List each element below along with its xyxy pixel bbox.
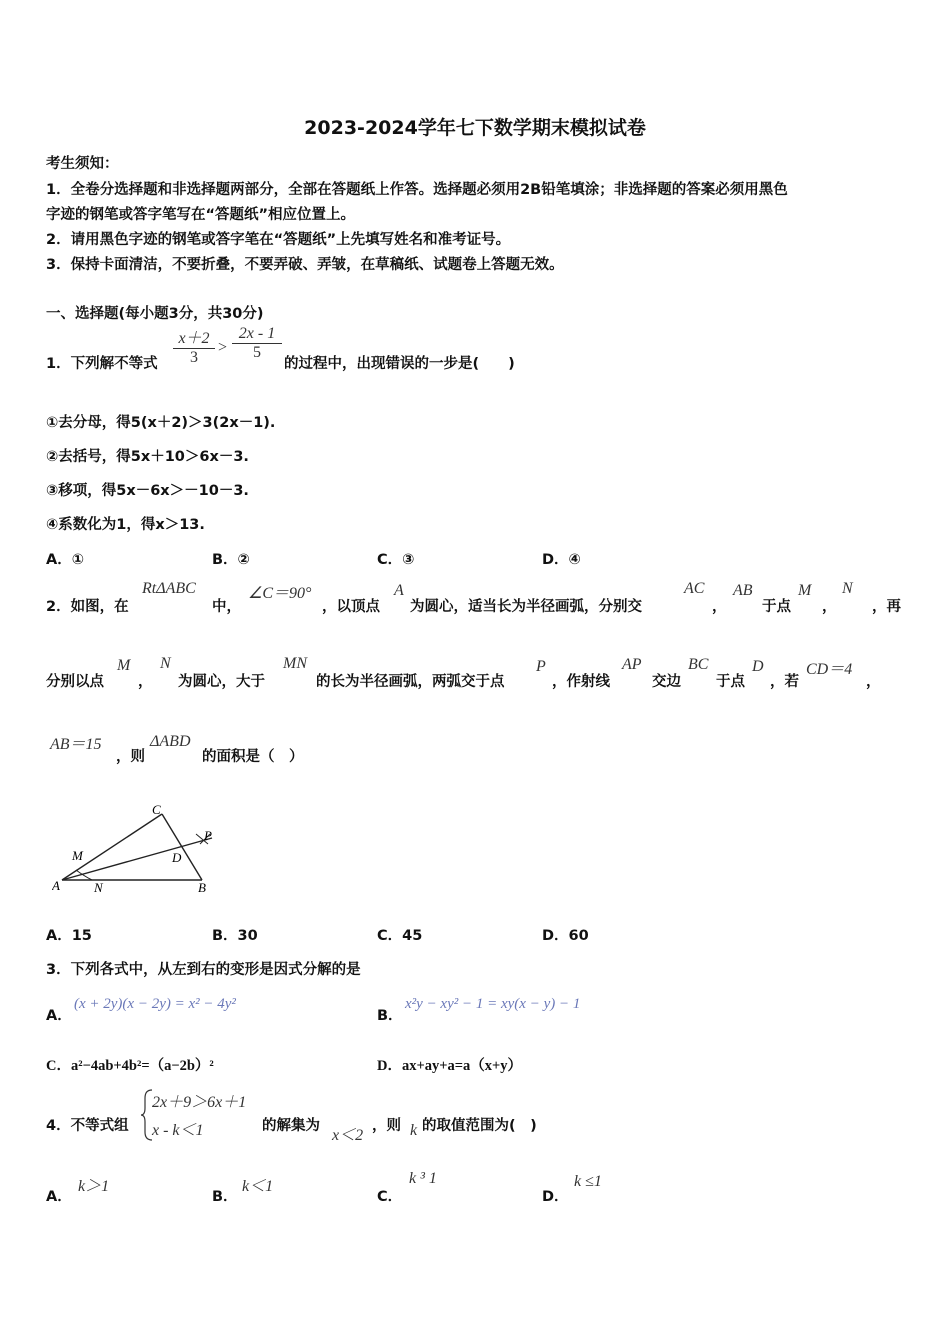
q1-step: ④系数化为1，得x＞13. (46, 517, 205, 533)
q2-math-ac: AC (684, 580, 705, 597)
notice-item: 2．请用黑色字迹的钢笔或答字笔在“答题纸”上先填写姓名和准考证号。 (46, 232, 511, 248)
q2-option-b[interactable]: B．30 (212, 928, 258, 944)
q3-stem: 3．下列各式中，从左到右的变形是因式分解的是 (46, 962, 361, 978)
q1-step: ①去分母，得5(x＋2)＞3(2x－1). (46, 415, 276, 431)
q1-fraction-right (232, 325, 282, 362)
q4-option-b[interactable]: B． (212, 1189, 238, 1205)
figure-label-p: P (204, 828, 212, 843)
q3-option-b[interactable]: B． (377, 1008, 403, 1024)
q2-option-c[interactable]: C．45 (377, 928, 423, 944)
q4-suffix: 的取值范围为( ) (422, 1118, 537, 1134)
page-title: 2023-2024学年七下数学期末模拟试卷 (304, 117, 646, 139)
q2-option-d[interactable]: D．60 (542, 928, 589, 944)
q1-frac1-num: x＋2 (178, 330, 210, 347)
notice-heading: 考生须知： (46, 156, 119, 172)
q1-frac2-den: 5 (253, 344, 261, 361)
q2-text: ，以顶点 (322, 599, 380, 615)
q2-math-rt-triangle: RtΔABC (142, 580, 196, 597)
q2-text: 中， (212, 599, 241, 615)
q1-option-a[interactable]: A．① (46, 552, 84, 568)
q4-k: k (410, 1122, 418, 1139)
q4-option-d-val: k ≤1 (574, 1173, 602, 1190)
q2-text: ， (712, 599, 727, 615)
q4-option-c[interactable]: C． (377, 1189, 403, 1205)
notice-item: 3．保持卡面清洁，不要折叠，不要弄破、弄皱，在草稿纸、试题卷上答题无效。 (46, 257, 564, 273)
q2-math-m: M (798, 582, 812, 599)
q1-step: ③移项，得5x－6x＞－10－3. (46, 483, 249, 499)
q4-option-a-val: k＞1 (78, 1178, 110, 1195)
q1-option-b[interactable]: B．② (212, 552, 250, 568)
q3-option-a-expr: (x + 2y)(x − 2y) = x² − 4y² (74, 996, 236, 1012)
q2-math-ab: AB (733, 582, 753, 599)
q3-option-b-expr: x²y − xy² − 1 = xy(x − y) − 1 (405, 996, 581, 1012)
section-heading: 一、选择题(每小题3分，共30分) (46, 306, 264, 322)
q2-math-angle: ∠C＝90° (248, 585, 312, 602)
q2-text: 为圆心，大于 (178, 674, 265, 690)
q2-text: ， (822, 599, 837, 615)
q2-math-cd: CD＝4 (806, 661, 853, 678)
q1-option-c[interactable]: C．③ (377, 552, 415, 568)
q1-frac1-den: 3 (190, 349, 198, 366)
figure-label-a: A (52, 878, 60, 893)
figure-label-n: N (94, 880, 103, 895)
q2-text: 于点 (716, 674, 745, 690)
q4-prefix: 4．不等式组 (46, 1118, 129, 1134)
q4-mid: 的解集为 (262, 1118, 320, 1134)
q4-system-eq2: x - k＜1 (152, 1122, 204, 1139)
q2-text: 为圆心，适当长为半径画弧，分别交 (410, 599, 642, 615)
q2-option-a[interactable]: A．15 (46, 928, 92, 944)
q3-option-d[interactable]: D．ax+ay+a=a（x+y） (377, 1058, 523, 1074)
q1-gt: > (218, 339, 228, 356)
q2-math-d: D (752, 658, 764, 675)
q4-option-d[interactable]: D． (542, 1189, 569, 1205)
q1-prefix: 1．下列解不等式 (46, 356, 158, 372)
q2-text: ，再 (872, 599, 901, 615)
notice-item: 字迹的钢笔或答字笔写在“答题纸”相应位置上。 (46, 207, 356, 223)
q1-suffix: 的过程中，出现错误的一步是( ) (284, 356, 515, 372)
q2-triangle-figure (52, 798, 232, 898)
figure-label-d: D (172, 850, 182, 865)
q2-text: 的面积是（ ） (202, 749, 304, 765)
q4-option-a[interactable]: A． (46, 1189, 72, 1205)
figure-label-c: C (152, 802, 161, 817)
q4-mid2: ，则 (372, 1118, 401, 1134)
q2-math-mn: MN (283, 655, 307, 672)
q2-math-ab-value: AB＝15 (50, 736, 102, 753)
q2-math-a: A (394, 582, 404, 599)
q1-step: ②去括号，得5x＋10＞6x－3. (46, 449, 249, 465)
figure-label-m: M (72, 848, 83, 863)
q2-text: 于点 (762, 599, 791, 615)
q2-text: 2．如图，在 (46, 599, 129, 615)
q1-option-d[interactable]: D．④ (542, 552, 581, 568)
q4-solution: x＜2 (332, 1127, 364, 1144)
q2-math-triangle-abd: ΔABD (150, 733, 191, 750)
q3-option-a[interactable]: A． (46, 1008, 72, 1024)
q4-option-b-val: k＜1 (242, 1178, 274, 1195)
q2-text: 的长为半径画弧，两弧交于点 (316, 674, 505, 690)
q3-option-c[interactable]: C．a²−4ab+4b²=（a−2b）² (46, 1058, 214, 1074)
q2-text: 交边 (652, 674, 681, 690)
q2-math-n: N (160, 655, 171, 672)
q4-option-c-val: k ³ 1 (409, 1170, 437, 1187)
q2-text: ， (138, 674, 153, 690)
notice-item: 1．全卷分选择题和非选择题两部分，全部在答题纸上作答。选择题必须用2B铅笔填涂；非选择题的答案必须用黑色 (46, 182, 788, 198)
q2-text: ， (866, 674, 881, 690)
q2-text: 分别以点 (46, 674, 104, 690)
q2-math-p: P (536, 658, 546, 675)
q2-text: ，则 (116, 749, 145, 765)
q1-frac2-num: 2x - 1 (238, 325, 276, 342)
q2-text: ，若 (770, 674, 799, 690)
q2-math-bc: BC (688, 656, 709, 673)
q4-system-eq1: 2x＋9＞6x＋1 (152, 1094, 247, 1111)
q2-math-n: N (842, 580, 853, 597)
q2-math-m: M (117, 657, 131, 674)
q2-text: ，作射线 (552, 674, 610, 690)
q1-fraction-left (173, 325, 215, 367)
figure-label-b: B (198, 880, 206, 895)
q2-math-ap: AP (622, 656, 642, 673)
